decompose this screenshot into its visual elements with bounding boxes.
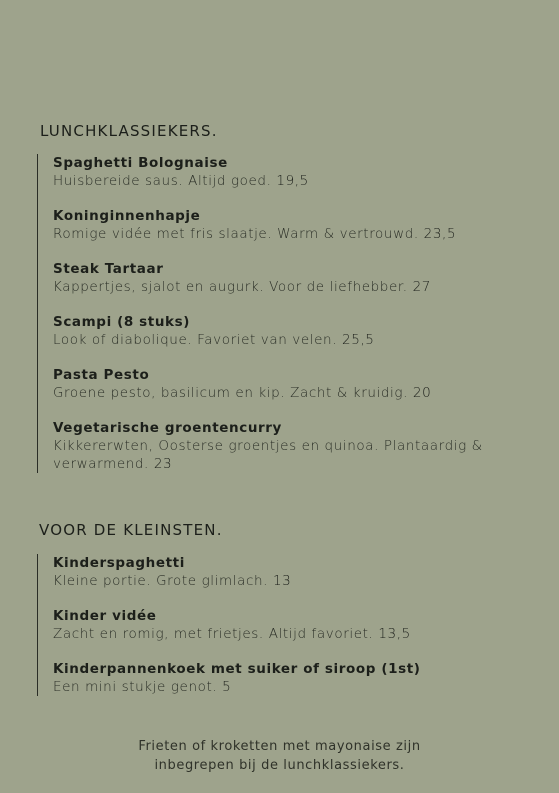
menu-item-price: 27 [412, 279, 431, 295]
menu-item-description: Huisbereide saus. Altijd goed. 19,5 [53, 173, 309, 189]
menu-item-price: 5 [222, 679, 232, 695]
menu-item-name: Kinderpannenkoek met suiker of siroop (1st) [53, 661, 421, 677]
menu-item-price: 20 [412, 385, 432, 401]
menu-list-voor-de-kleinsten [37, 554, 493, 696]
menu-item-description: Romige vidée met fris slaatje. Warm & vertrouwd. 23,5 [53, 226, 457, 242]
section-title-voor-de-kleinsten: VOOR DE KLEINSTEN. [39, 521, 223, 539]
menu-item [53, 313, 493, 349]
menu-item-description: Groene pesto, basilicum en kip. Zacht & kruidig. 20 [53, 385, 432, 401]
menu-item-name: Scampi (8 stuks) [53, 314, 191, 330]
menu-item-price: 19,5 [276, 173, 309, 189]
menu-item [53, 607, 493, 643]
menu-item [53, 154, 493, 190]
menu-item-price: 23 [153, 456, 173, 472]
menu-item-description: Zacht en romig, met frietjes. Altijd favoriet. 13,5 [53, 626, 411, 642]
menu-item-name: Koninginnenhapje [53, 208, 201, 224]
menu-item-name: Pasta Pesto [53, 367, 150, 383]
menu-item-name: Spaghetti Bolognaise [53, 155, 228, 171]
menu-item [53, 554, 493, 590]
menu-item-name: Vegetarische groentencurry [53, 420, 282, 436]
menu-list-lunchklassiekers [37, 154, 493, 473]
menu-item-price: 25,5 [342, 332, 375, 348]
menu-item-price: 13 [272, 573, 292, 589]
footer-note [0, 737, 559, 775]
menu-item-price: 23,5 [423, 226, 457, 242]
menu-item-description: Look of diabolique. Favoriet van velen. 25,5 [53, 332, 375, 348]
menu-item-description: Kleine portie. Grote glimlach. 13 [53, 573, 292, 589]
menu-item [53, 207, 493, 243]
menu-item [53, 366, 493, 402]
menu-item-description: Een mini stukje genot. 5 [53, 679, 232, 695]
footer-note-line-2: inbegrepen bij de lunchklassiekers. [154, 758, 405, 773]
menu-item [53, 260, 493, 296]
menu-item [53, 660, 493, 696]
footer-note-line-1: Frieten of kroketten met mayonaise zijn [138, 739, 421, 754]
menu-item-price: 13,5 [378, 626, 411, 642]
menu-item-description: Kikkererwten, Oosterse groentjes en quinoa. Plantaardig & verwarmend. 23 [53, 438, 483, 472]
section-title-lunchklassiekers: LUNCHKLASSIEKERS. [40, 122, 218, 140]
menu-item-name: Kinder vidée [53, 608, 157, 624]
menu-item-name: Kinderspaghetti [53, 555, 185, 571]
menu-item-description: Kappertjes, sjalot en augurk. Voor de liefhebber. 27 [53, 279, 431, 295]
menu-item-name: Steak Tartaar [53, 261, 164, 277]
menu-item [53, 419, 493, 473]
